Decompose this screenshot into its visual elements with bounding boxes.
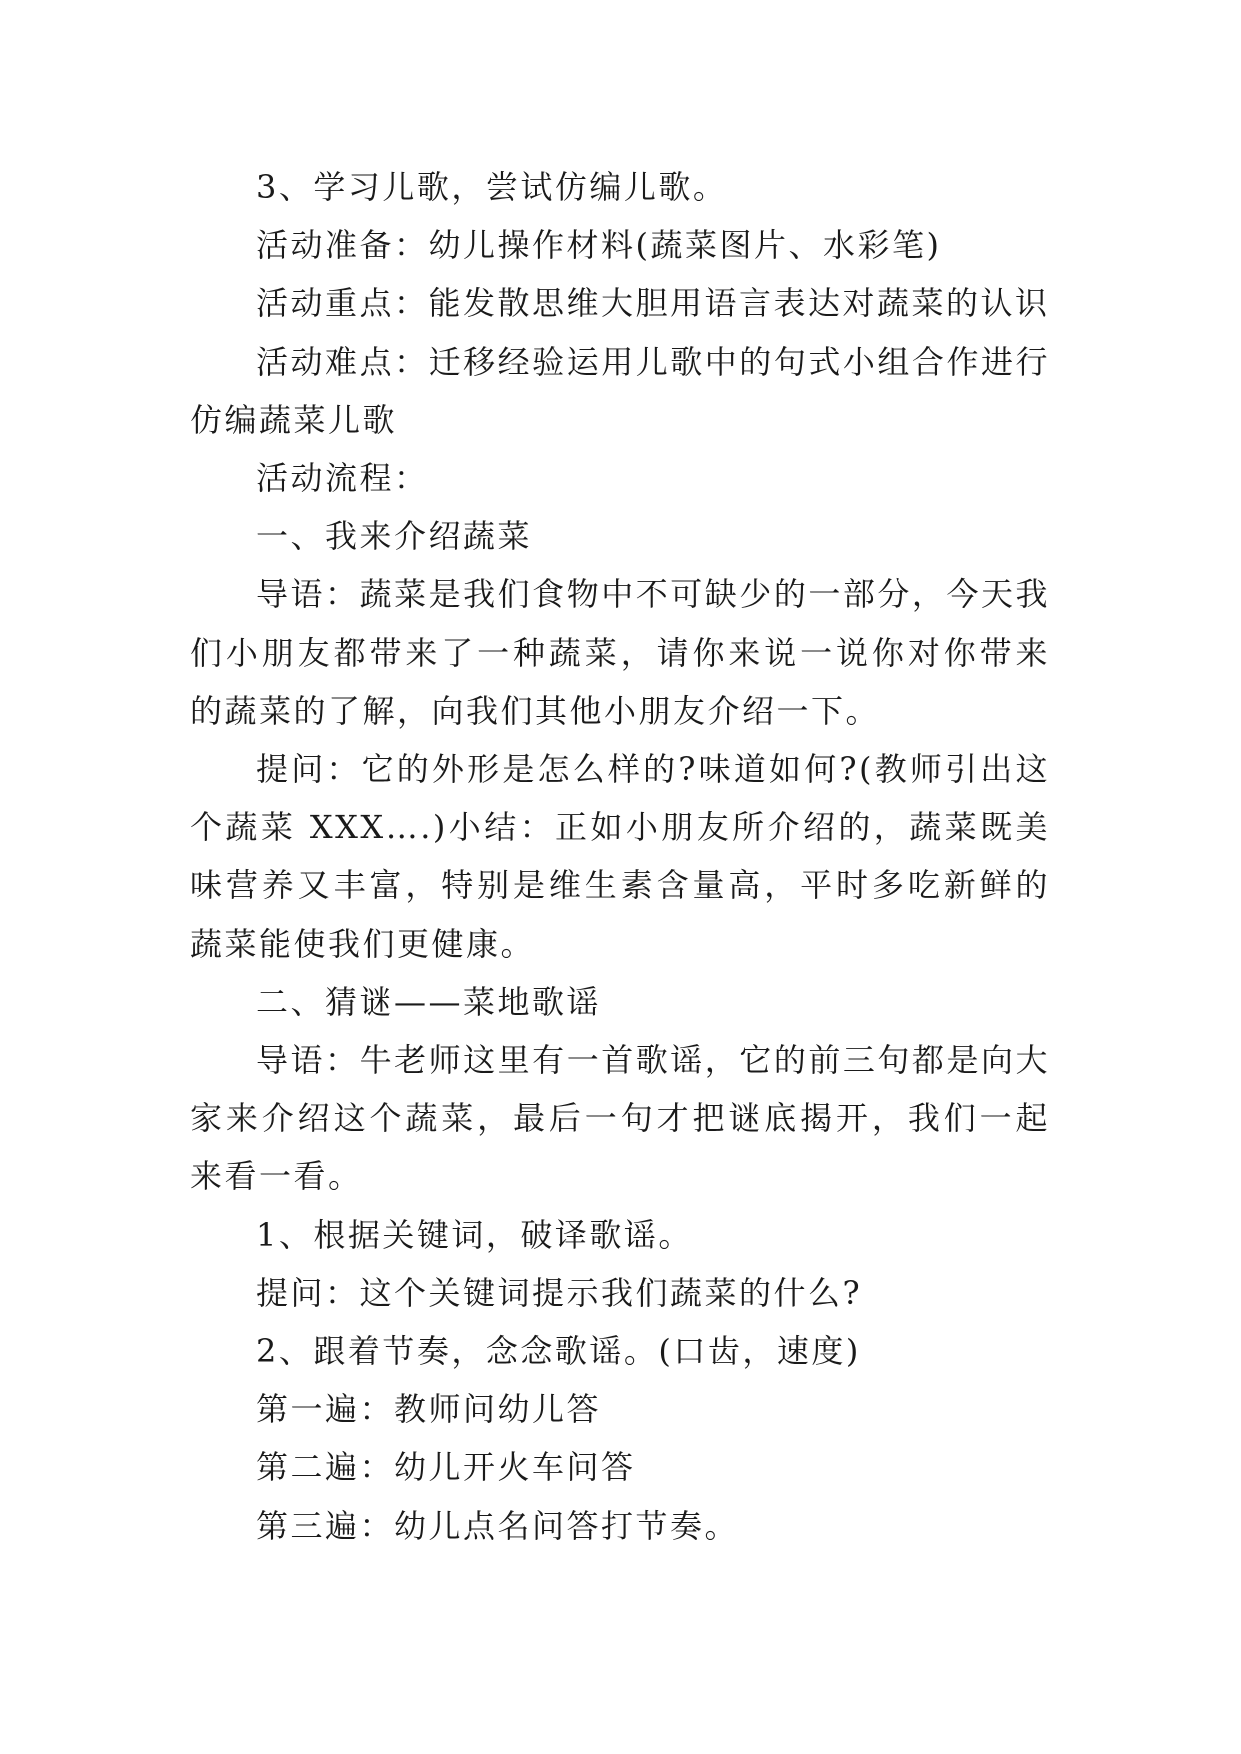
paragraph-intro-2: 导语：牛老师这里有一首歌谣，它的前三句都是向大家来介绍这个蔬菜，最后一句才把谜底揭开，我们一起来看一看。 <box>190 1041 1050 1196</box>
paragraph-step-2: 2、跟着节奏，念念歌谣。(口齿，速度) <box>256 1332 861 1371</box>
paragraph-round-3: 第三遍：幼儿点名问答打节奏。 <box>256 1506 740 1545</box>
paragraph-intro-1: 导语：蔬菜是我们食物中不可缺少的一部分，今天我们小朋友都带来了一种蔬菜，请你来说一说你对你带来的蔬菜的了解，向我们其他小朋友介绍一下。 <box>190 575 1050 730</box>
paragraph-goal-3: 3、学习儿歌，尝试仿编儿歌。 <box>256 168 728 206</box>
paragraph-activity-process: 活动流程： <box>256 459 429 498</box>
paragraph-activity-preparation: 活动准备：幼儿操作材料(蔬菜图片、水彩笔) <box>256 226 942 265</box>
section-heading-1: 一、我来介绍蔬菜 <box>256 517 533 556</box>
section-heading-2: 二、猜谜——菜地歌谣 <box>256 982 602 1021</box>
paragraph-activity-difficulty: 活动难点：迁移经验运用儿歌中的句式小组合作进行仿编蔬菜儿歌 <box>190 342 1050 439</box>
paragraph-round-1: 第一遍：教师问幼儿答 <box>256 1390 602 1429</box>
paragraph-question-summary: 提问：它的外形是怎么样的?味道如何?(教师引出这个蔬菜 XXX….)小结：正如小朋友所介绍的，蔬菜既美味营养又丰富，特别是维生素含量高，平时多吃新鲜的蔬菜能使我们更健康。 <box>190 750 1050 963</box>
paragraph-activity-focus: 活动重点：能发散思维大胆用语言表达对蔬菜的认识 <box>256 284 1050 323</box>
document-body <box>190 158 1050 1555</box>
paragraph-question-2: 提问：这个关键词提示我们蔬菜的什么? <box>256 1273 863 1312</box>
paragraph-round-2: 第二遍：幼儿开火车问答 <box>256 1448 636 1487</box>
paragraph-step-1: 1、根据关键词，破译歌谣。 <box>256 1215 693 1254</box>
